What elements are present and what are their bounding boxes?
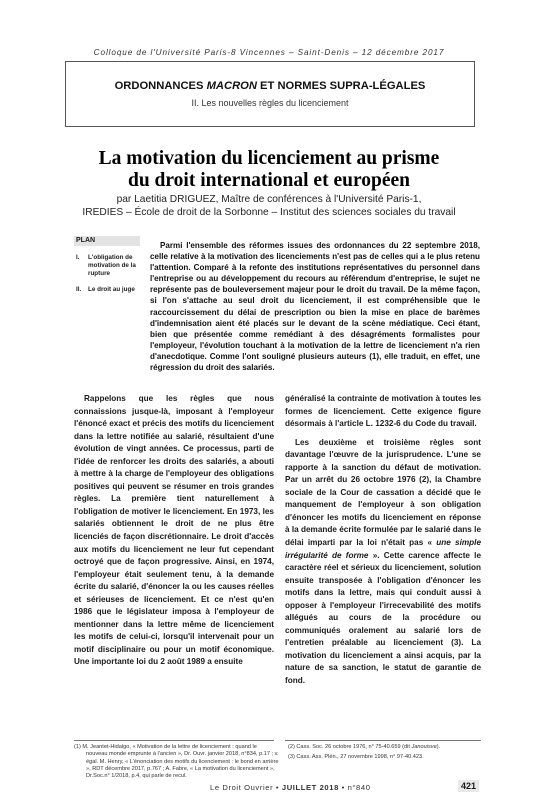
footnote-divider-left — [74, 740, 274, 741]
footnote-2: (2) Cass. Soc. 26 octobre 1976, n° 75-40.659 (dit Janouisve). — [288, 744, 441, 750]
article-title: La motivation du licenciement au prisme du droit international et européen — [98, 148, 440, 191]
body-column-left: Rappelons que les règles que nous connaissions jusque-là, imposant à l'employeur l'énoncé exact et précis des motifs du licenciement dans la lettre notifiée au salarié, résultaient d'une évolution de vingt années. Ce processus, parti de l'idée de renforcer les droits des salariés, a abouti à mettre à la charge de l'employeur des obligations positives qui peuvent se résumer en trois grandes règles. La première tient naturellement à l'obligation de motiver le licenciement. En 1973, les salariés obtiennent le droit de ne plus être licenciés de façon discrétionnaire. Le droit d'accès aux motifs du licenciement ne leur fut cependant octroyé que de façon progressive. Ainsi, en 1974, l'employeur était seulement tenu, à la demande écrite du salarié, d'énoncer la ou les causes réelles et sérieuses de licenciement. Et ce n'est qu'en 1986 que le législateur imposa à l'employeur de mentionner dans la lettre même de licenciement les motifs de celui-ci, lorsqu'il intervenait pour un motif disciplinaire ou pour un motif économique. Une importante loi du 2 août 1989 a ensuite — [74, 394, 274, 667]
plan-item-1: I. L'obligation de motivation de la rupture — [76, 254, 136, 277]
plan-label: PLAN — [74, 236, 140, 246]
footnote-divider-right — [285, 740, 481, 741]
article-authors: par Laetitia DRIGUEZ, Maître de conférences à l'Université Paris-1, IREDIES – École de droit de la Sorbonne – Institut des sciences sociales du travail — [82, 194, 456, 218]
section-box — [65, 61, 475, 127]
footnote-3: (3) Cass. Ass. Plén., 27 novembre 1998, n° 97-40.423. — [288, 754, 424, 761]
colloque-header: Colloque de l'Université Paris-8 Vincennes – Saint-Denis – 12 décembre 2017 — [93, 48, 445, 57]
footnotes-right — [288, 744, 488, 762]
section-title: ORDONNANCES MACRON ET NORMES SUPRA-LÉGALES — [114, 80, 426, 92]
page-footer: Le Droit Ouvrier • JUILLET 2018 • n°840 — [210, 783, 371, 792]
body-column-right: généralisé la contrainte de motivation à toutes les formes de licenciement. Cette exigence figure désormais à l'article L. 1232-6 du Code du travail. Les deuxième et troisième règles sont davantage l'œuvre de la jurisprudence. L'une se rapporte à la sanction du défaut de motivation. Par un arrêt du 26 octobre 1976 (2), la Chambre sociale de la Cour de cassation a décidé que le manquement de l'employeur à son obligation d'énoncer les motifs du licenciement en réponse à la demande écrite formulée par le salarié dans le délai imparti par la loi n'était pas « une simple irrégularité de forme ». Cette carence affecte le caractère réel et sérieux du licenciement, solution ensuite transposée à l'obligation d'énoncer les motifs dans la lettre, mais qui conduit aussi à opposer à l'employeur l'irrecevabilité des motifs allégués au cours de la procédure ou communiqués oralement au salarié lors de l'entretien préalable au licenciement (3). La motivation du licenciement a ainsi acquis, par la nature de sa sanction, le statut de garantie de fond. — [285, 394, 482, 686]
page-number: 421 — [458, 780, 479, 792]
intro-paragraph: Parmi l'ensemble des réformes issues des ordonnances du 22 septembre 2018, celle relative à la motivation des licenciements n'est pas de celles qui a le plus retenu l'attention. Comparé à la refonte des institutions représentatives du personnel dans l'entreprise ou au développement du recours au référendum d'entreprise, le sujet ne représente pas de bouleversement majeur pour le droit du travail. De la même façon, si l'on s'attache au seul droit du licenciement, il est compréhensible que le raccourcissement du délai de prescription ou bien la mise en place de barèmes d'indemnisation aient été placés sur le devant de la scène médiatique. Ceci étant, bien que présentée comme remédiant à des désagréments formalistes pour l'employeur, l'évolution touchant à la motivation de la lettre de licenciement n'a rien d'anecdotique. Comme l'ont souligné plusieurs auteurs (1), elle traduit, en effet, une régression du droit des salariés. — [150, 241, 480, 373]
section-subtitle: II. Les nouvelles règles du licenciement — [191, 98, 349, 108]
footnote-1: (1) M. Jeantet-Hidalgo, « Motivation de la lettre de licenciement : quand le nouveau monde emprunte à l'ancien », Dr. Ouvr. janvier 2018, n°834, p.17 ; v. égal. M. Henry, « L'énonciation des motifs du licenciement : le bond en arrière », RDT décembre 2017, p.767 ; A. Fabre, « La motivation du licenciement », Dr.Soc.n° 1/2018, p.4, qui parle de recul. — [74, 744, 279, 780]
plan-item-2: II. Le droit au juge — [76, 286, 135, 293]
footnotes-left — [74, 744, 279, 780]
